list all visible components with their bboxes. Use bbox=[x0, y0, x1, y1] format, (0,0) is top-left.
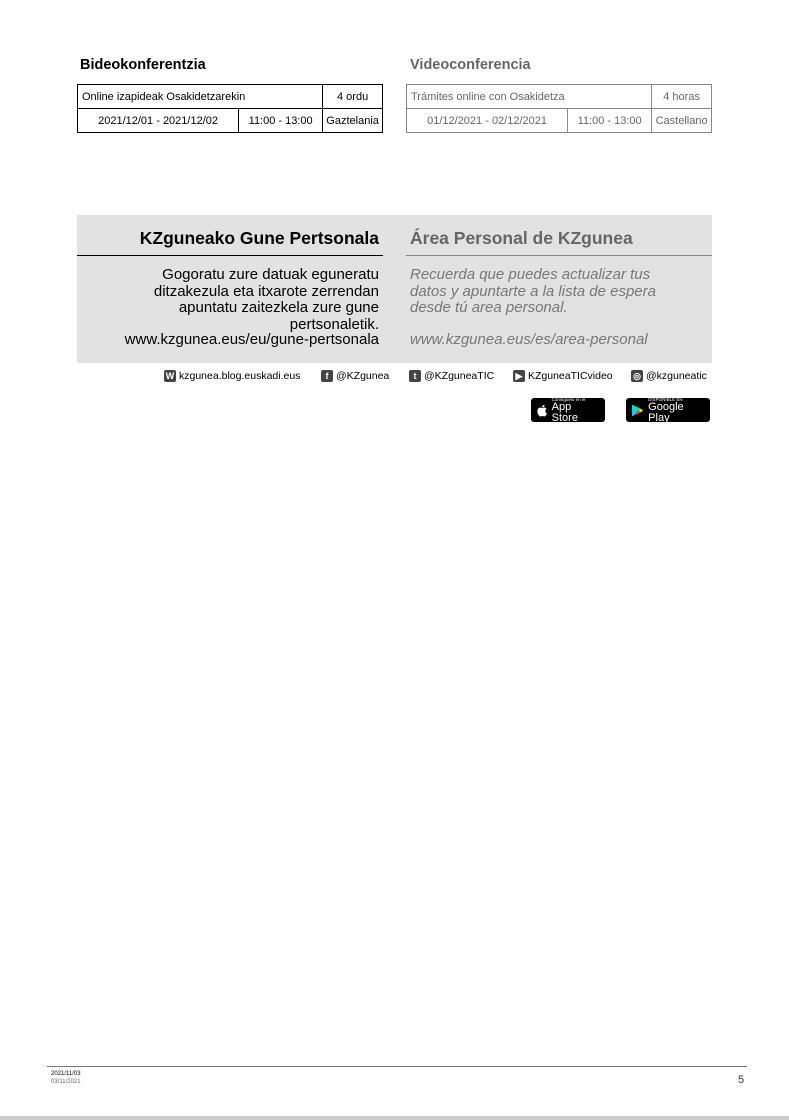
text-line: Gogoratu zure datuak eguneratu bbox=[162, 266, 379, 283]
divider bbox=[77, 255, 383, 256]
table-row bbox=[78, 109, 383, 133]
table-row bbox=[407, 85, 712, 109]
footer-divider bbox=[47, 1066, 747, 1067]
social-label: @kzguneatic bbox=[646, 370, 707, 382]
section-title-eu: Bideokonferentzia bbox=[80, 57, 206, 73]
google-play-small-text: DISPONIBLE EN bbox=[648, 396, 683, 402]
google-play-badge[interactable] bbox=[626, 398, 710, 422]
course-table-es bbox=[406, 84, 712, 133]
twitter-icon: t bbox=[409, 370, 421, 382]
duration-cell: 4 horas bbox=[652, 85, 712, 109]
social-link-twitter[interactable] bbox=[409, 370, 494, 382]
social-link-blog[interactable] bbox=[164, 370, 300, 382]
social-label: @KZgunea bbox=[336, 370, 390, 382]
facebook-icon: f bbox=[321, 370, 333, 382]
app-store-badge[interactable] bbox=[531, 398, 605, 422]
course-table-eu bbox=[77, 84, 383, 133]
time-cell: 11:00 - 13:00 bbox=[239, 109, 323, 133]
text-line: datos y apuntarte a la lista de espera bbox=[410, 282, 656, 300]
course-name-cell: Trámites online con Osakidetza bbox=[407, 85, 652, 109]
divider bbox=[406, 255, 712, 256]
language-cell: Gaztelania bbox=[323, 109, 383, 133]
course-name-cell: Online izapideak Osakidetzarekin bbox=[78, 85, 323, 109]
duration-cell: 4 ordu bbox=[323, 85, 383, 109]
table-row bbox=[78, 85, 383, 109]
social-label: KZguneaTICvideo bbox=[528, 370, 613, 382]
social-link-instagram[interactable] bbox=[631, 370, 707, 382]
section-title-es: Videoconferencia bbox=[410, 57, 531, 73]
personal-area-text-es bbox=[410, 267, 700, 317]
personal-area-link-eu[interactable]: www.kzgunea.eus/eu/gune-pertsonala bbox=[124, 331, 379, 348]
table-row bbox=[407, 109, 712, 133]
text-line: pertsonaletik. bbox=[289, 315, 379, 333]
language-cell: Castellano bbox=[652, 109, 712, 133]
apple-icon bbox=[537, 404, 548, 417]
text-line: apuntatu zaitezkela zure gune bbox=[178, 299, 379, 316]
footer-date-eu: 2021/11/03 bbox=[51, 1071, 81, 1077]
text-line: ditzakezula eta itxarote zerrendan bbox=[153, 282, 379, 300]
wordpress-icon: W bbox=[165, 371, 175, 381]
instagram-icon: ◎ bbox=[631, 370, 643, 382]
personal-area-link-es[interactable]: www.kzgunea.eus/es/area-personal bbox=[410, 331, 648, 348]
text-line: Recuerda que puedes actualizar tus bbox=[410, 266, 651, 283]
google-play-icon bbox=[632, 404, 643, 417]
personal-area-title-es: Área Personal de KZgunea bbox=[410, 228, 633, 248]
app-store-big-text: App Store bbox=[551, 400, 578, 424]
personal-area-title-eu: KZguneako Gune Pertsonala bbox=[139, 228, 379, 248]
text-line: desde tú area personal. bbox=[410, 299, 568, 316]
google-play-big-text: Google Play bbox=[648, 400, 684, 424]
social-link-facebook[interactable] bbox=[321, 370, 389, 382]
dates-cell: 2021/12/01 - 2021/12/02 bbox=[78, 109, 239, 133]
youtube-icon: ▶ bbox=[513, 370, 525, 382]
social-link-youtube[interactable] bbox=[513, 370, 613, 382]
footer-date-es: 03/11/2021 bbox=[51, 1079, 81, 1085]
social-label: @KZguneaTIC bbox=[424, 370, 495, 382]
app-store-small-text: Consíguelo en el bbox=[551, 396, 586, 402]
page-bottom-edge bbox=[0, 1116, 789, 1120]
page-number: 5 bbox=[738, 1074, 745, 1086]
personal-area-text-eu bbox=[90, 267, 379, 333]
time-cell: 11:00 - 13:00 bbox=[568, 109, 652, 133]
social-label: kzgunea.blog.euskadi.eus bbox=[179, 370, 301, 382]
dates-cell: 01/12/2021 - 02/12/2021 bbox=[407, 109, 568, 133]
